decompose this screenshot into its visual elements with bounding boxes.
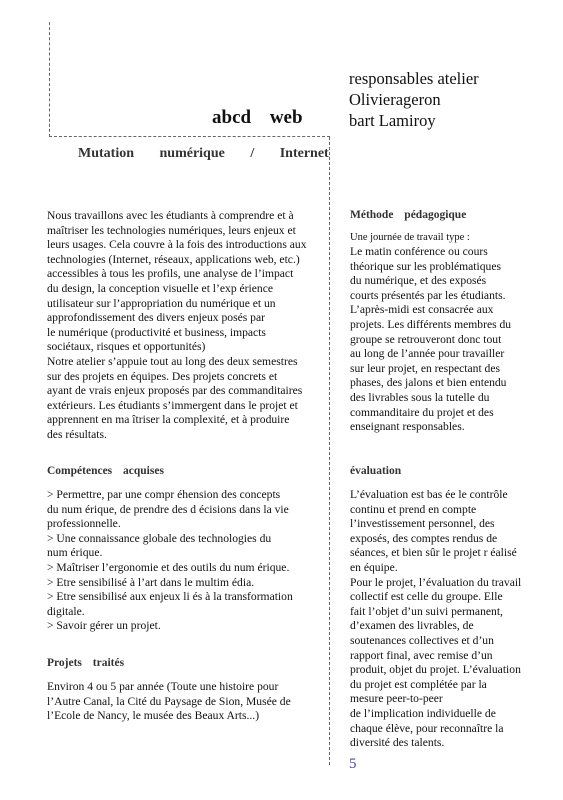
list-item: > Etre sensibilisé aux enjeux li és à la transformation	[47, 590, 293, 604]
text-line: en équipe.	[350, 560, 398, 574]
text-line: maîtriser les technologies numériques, leurs enjeux et	[47, 223, 296, 237]
text-line: leurs usages. Cela couvre à la fois des introductions aux	[47, 238, 307, 252]
text-line: exposés, des comptes rendus de	[350, 531, 498, 545]
dashed-divider-top-left	[49, 22, 50, 137]
list-item: professionnelle.	[47, 517, 121, 531]
text-line: continu et prend en compte	[350, 502, 477, 516]
text-line: groupe se retrouveront donc tout	[350, 332, 502, 346]
text-line: du projet est complétée par la	[350, 677, 487, 691]
evaluation-text	[350, 488, 550, 751]
text-line: courts présentés par les étudiants.	[350, 288, 506, 302]
list-item: > Une connaissance globale des technologies du	[47, 531, 272, 545]
text-line: des résultats.	[47, 427, 107, 441]
text-line: projets. Les différents membres du	[350, 317, 512, 331]
text-line: extérieurs. Les étudiants s’immergent dans le projet et	[47, 398, 298, 412]
projets-text	[47, 680, 327, 724]
text-line: commanditaire du projet et des	[350, 405, 494, 419]
text-line: des livrables sous la tutelle du	[350, 390, 490, 404]
text-line: Nous travaillons avec les étudiants à comprendre et à	[47, 209, 294, 222]
intro-paragraph	[47, 209, 327, 443]
text-line: accessibles à tous les profils, une analyse de l’impact	[47, 267, 294, 281]
text-line: sur des projets en équipes. Des projets concrets et	[47, 369, 278, 383]
list-item: > Maîtriser l’ergonomie et des outils du num érique.	[47, 560, 290, 574]
text-line: collectif est celle du groupe. Elle	[350, 590, 503, 604]
text-line: Notre atelier s’appuie tout au long des deux semestres	[47, 354, 298, 368]
text-line: du numérique, et des exposés	[350, 274, 487, 288]
methode-text	[350, 245, 550, 435]
page-title: abcd web	[212, 107, 303, 128]
text-line: approfondissement des divers enjeux posés par	[47, 311, 265, 325]
page-number: 5	[349, 756, 357, 772]
text-line: soutenances collectives et d’un	[350, 633, 494, 647]
text-line: technologies (Internet, réseaux, applications web, etc.)	[47, 252, 300, 266]
text-line: du design, la conception visuelle et l’exp érience	[47, 281, 273, 295]
text-line: chaque élève, pour reconnaître la	[350, 721, 504, 735]
text-line: d’examen des livrables, de	[350, 619, 474, 633]
responsables-block	[349, 68, 479, 131]
methode-heading: Méthode pédagogique	[350, 209, 467, 221]
list-item: > Etre sensibilisé à l’art dans le multim édia.	[47, 575, 255, 589]
text-line: L’évaluation est bas ée le contrôle	[350, 488, 508, 501]
methode-subheading: Une journée de travail type :	[350, 232, 470, 243]
page-subtitle: Mutation numérique / Internet	[78, 146, 329, 161]
text-line: théorique sur les problématiques	[350, 259, 502, 273]
text-line: de l’implication individuelle de	[350, 706, 496, 720]
text-line: Le matin conférence ou cours	[350, 245, 488, 258]
text-line: apprennent en ma îtriser la complexité, et à produire	[47, 413, 290, 427]
text-line: le numérique (productivité et business, impacts	[47, 325, 266, 339]
text-line: sociétaux, risques et opportunités)	[47, 340, 206, 354]
responsables-line: bart Lamiroy	[349, 111, 436, 130]
text-line: produit, objet du projet. L’évaluation	[350, 663, 521, 677]
text-line: fait l’objet d’un suivi permanent,	[350, 604, 503, 618]
responsables-line: responsables atelier	[349, 69, 479, 88]
responsables-line: Olivierageron	[349, 90, 441, 109]
text-line: L’après-midi est consacrée aux	[350, 303, 494, 317]
text-line: rapport final, avec remise d’un	[350, 648, 493, 662]
text-line: diversité des talents.	[350, 736, 445, 750]
text-line: phases, des jalons et bien entendu	[350, 376, 507, 390]
text-line: enseignant responsables.	[350, 420, 465, 434]
competences-list	[47, 488, 327, 634]
text-line: mesure peer-to-peer	[350, 692, 443, 706]
dashed-divider-horizontal	[49, 136, 330, 137]
list-item: digitale.	[47, 604, 85, 618]
dashed-divider-vertical	[329, 137, 330, 765]
text-line: l’Autre Canal, la Cité du Paysage de Sion, Musée de	[47, 694, 291, 708]
text-line: au long de l’année pour travailler	[350, 347, 505, 361]
text-line: l’investissement personnel, des	[350, 517, 495, 531]
text-line: Environ 4 ou 5 par année (Toute une histoire pour	[47, 680, 279, 693]
text-line: Pour le projet, l’évaluation du travail	[350, 575, 522, 589]
list-item: num érique.	[47, 546, 103, 560]
projets-heading: Projets traités	[47, 657, 125, 669]
competences-heading: Compétences acquises	[47, 465, 164, 477]
text-line: sur leur projet, en respectant des	[350, 361, 501, 375]
list-item: du num érique, de prendre des d écisions dans la vie	[47, 502, 289, 516]
text-line: utilisateur sur l’appropriation du numérique et un	[47, 296, 276, 310]
text-line: ayant de vrais enjeux proposés par des commanditaires	[47, 384, 303, 398]
list-item: > Permettre, par une compr éhension des concepts	[47, 488, 281, 501]
text-line: l’Ecole de Nancy, le musée des Beaux Arts...)	[47, 709, 260, 723]
list-item: > Savoir gérer un projet.	[47, 619, 161, 633]
evaluation-heading: évaluation	[350, 465, 402, 477]
text-line: séances, et bien sûr le projet r éalisé	[350, 546, 517, 560]
